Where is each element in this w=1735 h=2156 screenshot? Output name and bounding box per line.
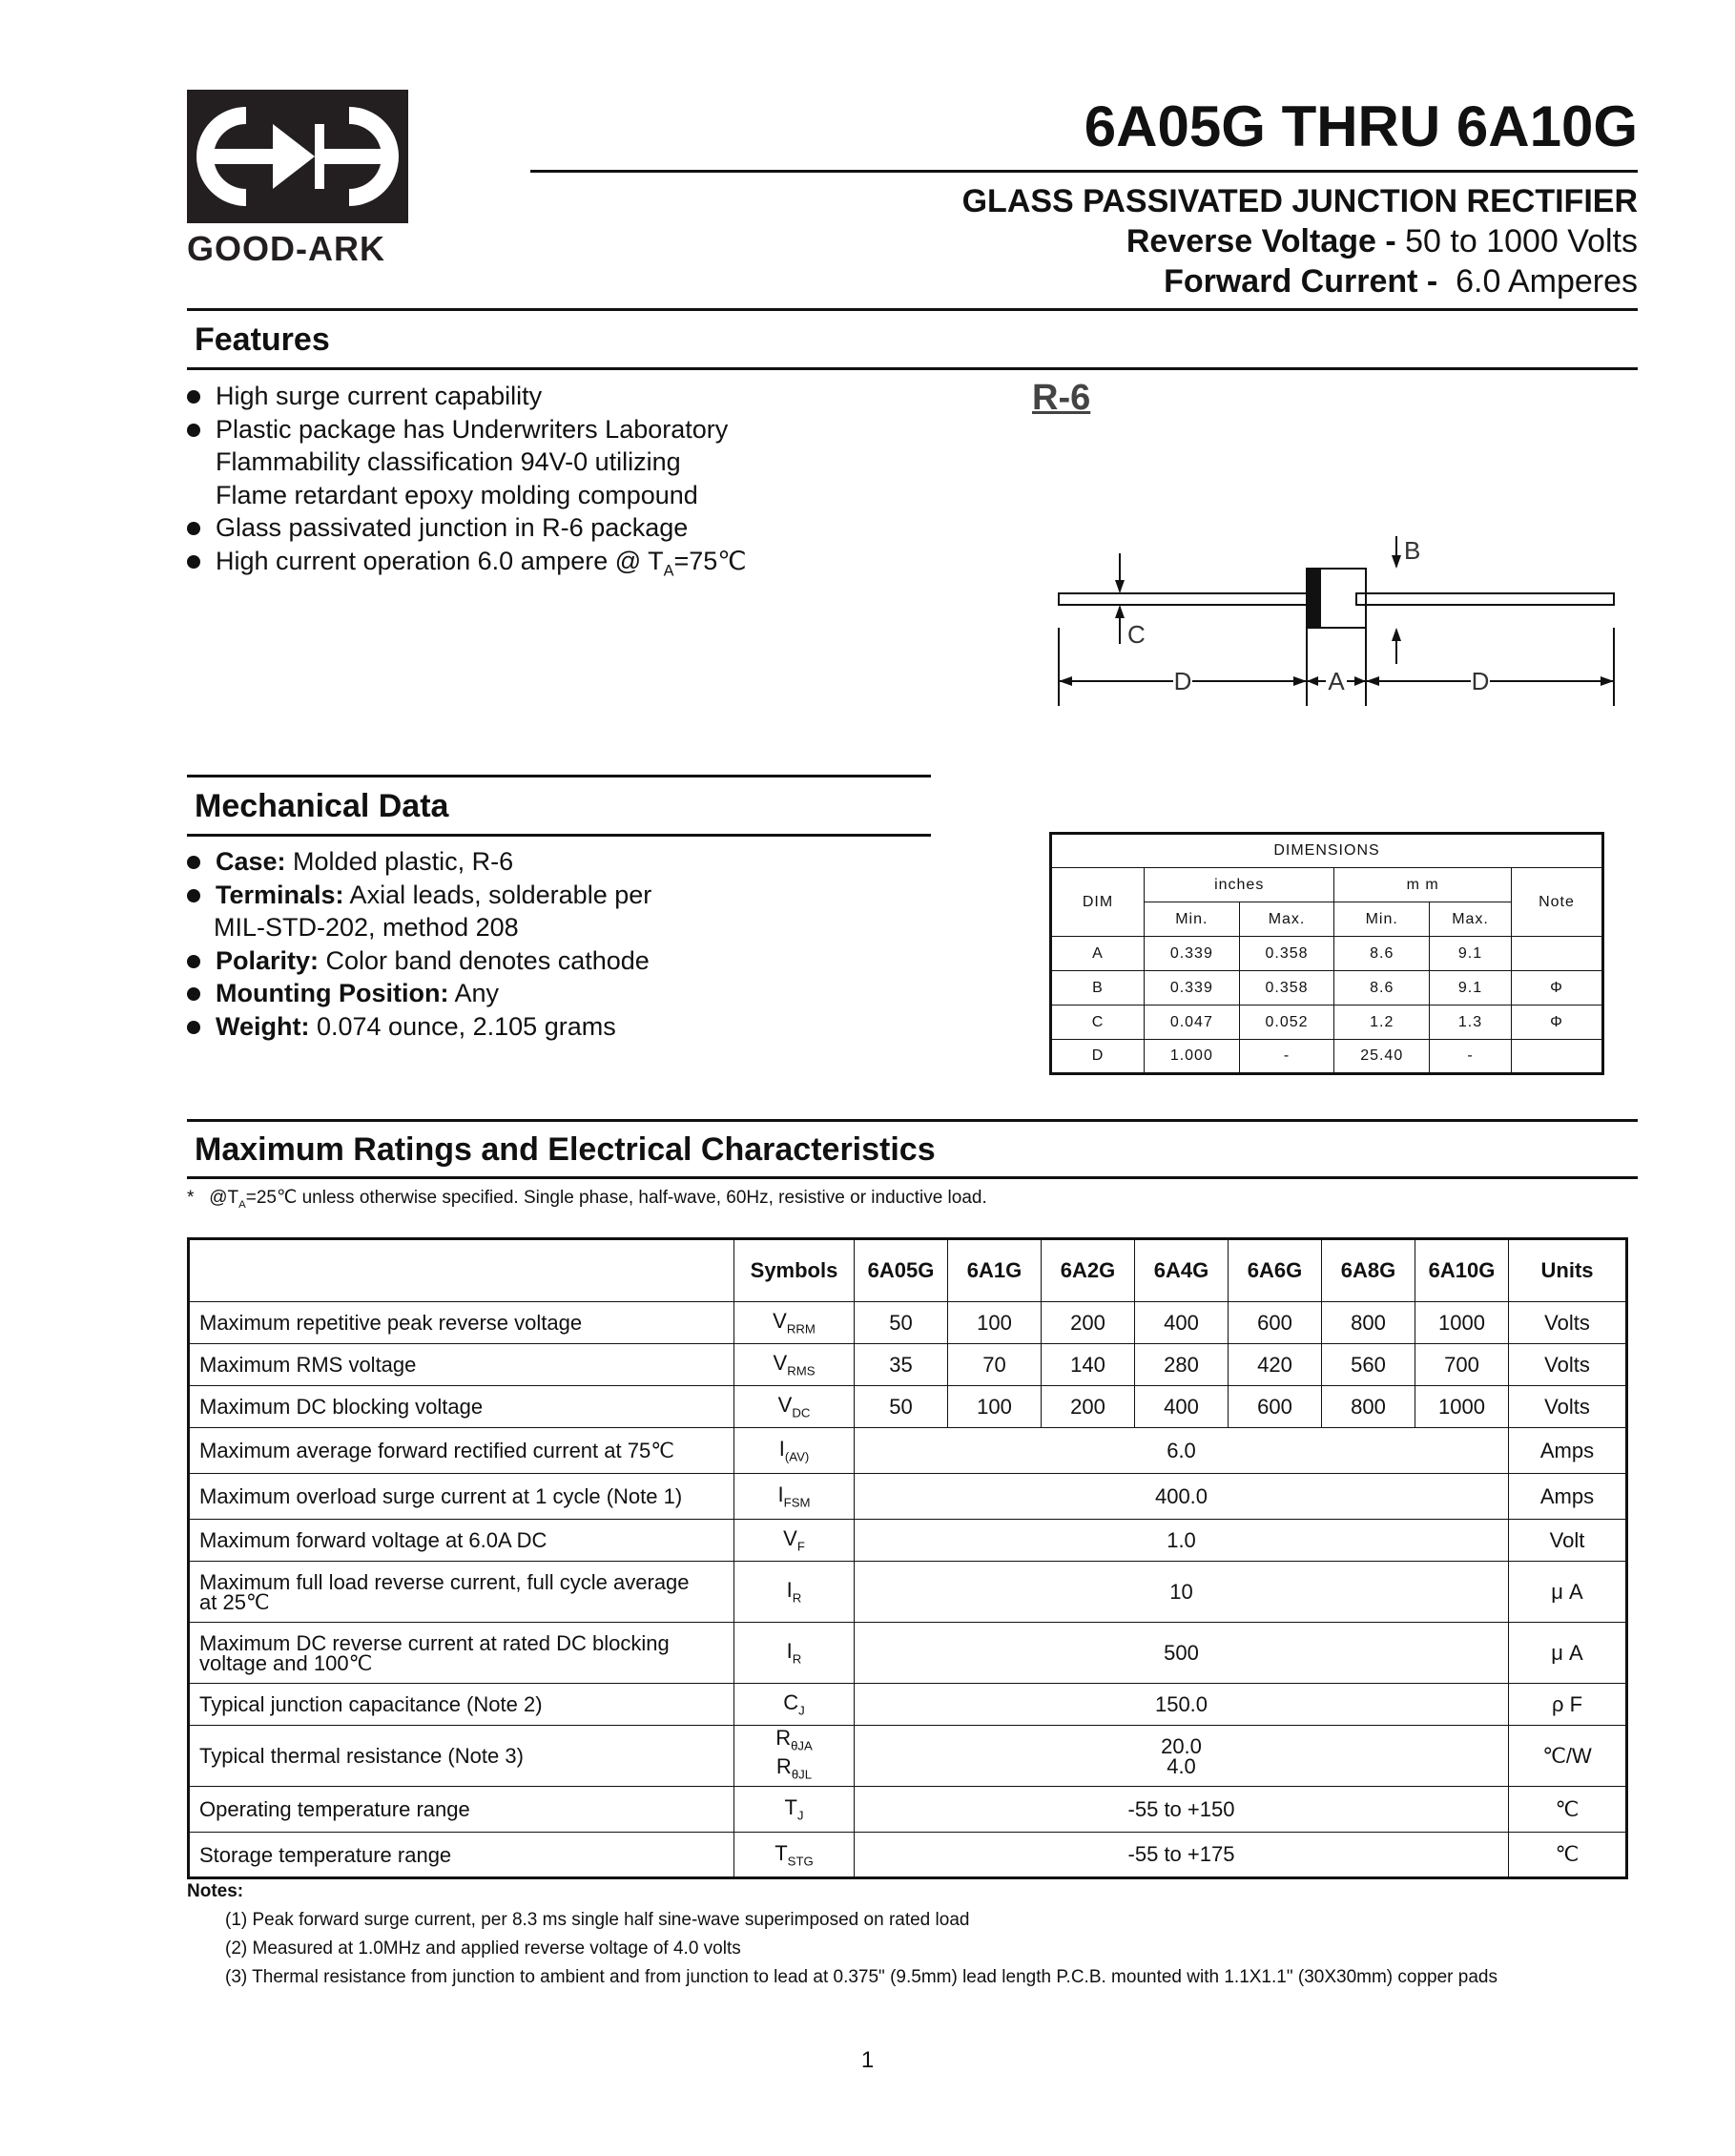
symbol-sub: θJA <box>791 1738 813 1753</box>
mechanical-list <box>187 845 651 1043</box>
header-rule <box>530 170 1638 173</box>
mech-terminals <box>187 879 651 912</box>
dim-b-label: B <box>1404 536 1421 565</box>
row-symbol <box>734 1302 855 1344</box>
units-header: Units <box>1509 1239 1627 1302</box>
row-symbol <box>734 1726 855 1787</box>
value-cell: 1.0 <box>855 1520 1509 1562</box>
row-symbol <box>734 1428 855 1474</box>
inches-header: inches <box>1145 868 1334 902</box>
row-description: Typical thermal resistance (Note 3) <box>189 1726 734 1787</box>
dim-row <box>1051 971 1603 1005</box>
value-cell: 50 <box>855 1302 948 1344</box>
value-cell: 200 <box>1042 1386 1135 1428</box>
value-line: 4.0 <box>1167 1753 1196 1778</box>
mech-case <box>187 845 651 879</box>
part-number-title: 6A05G THRU 6A10G <box>1084 94 1638 158</box>
symbol-main: R <box>775 1726 792 1751</box>
dim-cell: 8.6 <box>1334 937 1430 971</box>
dim-cell: B <box>1051 971 1145 1005</box>
package-label: R-6 <box>1032 378 1091 418</box>
note-item: (1) Peak forward surge current, per 8.3 ms single half sine-wave superimposed on rated load <box>225 1910 970 1930</box>
value-cell: 400 <box>1135 1302 1229 1344</box>
table-row <box>189 1787 1627 1833</box>
notes-title: Notes: <box>187 1881 244 1901</box>
symbol-main: T <box>775 1840 788 1865</box>
value-cell: 70 <box>948 1344 1042 1386</box>
unit-cell: Amps <box>1509 1428 1627 1474</box>
symbol-main: V <box>773 1351 788 1376</box>
package-outline-diagram <box>1049 525 1621 715</box>
dim-row <box>1051 937 1603 971</box>
symbol-main: I <box>786 1639 793 1664</box>
table-row <box>189 1562 1627 1623</box>
value-cell: 35 <box>855 1344 948 1386</box>
min-header: Min. <box>1145 902 1240 937</box>
row-symbol <box>734 1787 855 1833</box>
dim-cell <box>1512 1040 1603 1074</box>
unit-cell: Amps <box>1509 1474 1627 1520</box>
row-description <box>189 1623 734 1684</box>
row-description: Maximum RMS voltage <box>189 1344 734 1386</box>
feature-subscript: A <box>663 561 674 579</box>
symbol-main: V <box>783 1526 797 1551</box>
dim-cell: 1.000 <box>1145 1040 1240 1074</box>
forward-current-line <box>1164 263 1638 301</box>
dim-cell: D <box>1051 1040 1145 1074</box>
unit-cell: μ A <box>1509 1623 1627 1684</box>
mechanical-title: Mechanical Data <box>195 788 449 824</box>
row-description: Maximum overload surge current at 1 cycle (Note 1) <box>189 1474 734 1520</box>
reverse-voltage-label: Reverse Voltage - <box>1126 223 1396 259</box>
value-cell: 200 <box>1042 1302 1135 1344</box>
value-cell: 400 <box>1135 1386 1229 1428</box>
dimensions-table <box>1049 832 1604 1075</box>
mech-case-value: Molded plastic, R-6 <box>285 847 514 876</box>
value-cell: 600 <box>1229 1386 1322 1428</box>
mech-case-label: Case: <box>216 847 286 876</box>
mech-terminals-label: Terminals: <box>216 880 344 909</box>
part-header: 6A10G <box>1415 1239 1509 1302</box>
dim-cell: - <box>1239 1040 1334 1074</box>
value-cell: 600 <box>1229 1302 1322 1344</box>
symbol-main: T <box>784 1795 797 1820</box>
min-header: Min. <box>1334 902 1430 937</box>
dim-cell <box>1512 937 1603 971</box>
unit-cell: Volts <box>1509 1302 1627 1344</box>
row-description: Storage temperature range <box>189 1833 734 1878</box>
value-cell <box>855 1726 1509 1787</box>
dim-row <box>1051 1040 1603 1074</box>
ratings-bottom-rule <box>187 1176 1638 1179</box>
symbol-main: V <box>773 1309 787 1334</box>
value-cell: 560 <box>1322 1344 1415 1386</box>
feature-item: Glass passivated junction in R-6 package <box>187 511 747 545</box>
value-cell: 800 <box>1322 1302 1415 1344</box>
part-header: 6A1G <box>948 1239 1042 1302</box>
condition-post: =25℃ unless otherwise specified. Single phase, half-wave, 60Hz, resistive or inductive load. <box>245 1188 987 1208</box>
mech-weight-label: Weight: <box>216 1011 310 1041</box>
row-symbol <box>734 1562 855 1623</box>
dim-row <box>1051 1005 1603 1040</box>
dim-cell: 0.052 <box>1239 1005 1334 1040</box>
max-header: Max. <box>1239 902 1334 937</box>
dim-table-title: DIMENSIONS <box>1051 834 1603 868</box>
row-symbol <box>734 1833 855 1878</box>
unit-cell: ℃/W <box>1509 1726 1627 1787</box>
features-top-rule <box>187 308 1638 311</box>
mech-mounting-value: Any <box>448 979 499 1007</box>
symbol-sub: F <box>796 1539 805 1554</box>
unit-cell: ℃ <box>1509 1787 1627 1833</box>
symbol-sub: R <box>792 1590 802 1606</box>
table-row <box>189 1428 1627 1474</box>
mm-header: m m <box>1334 868 1512 902</box>
feature-item <box>187 545 747 588</box>
symbol-sub: STG <box>787 1854 814 1869</box>
part-header: 6A6G <box>1229 1239 1322 1302</box>
row-description: Maximum average forward rectified current at 75℃ <box>189 1428 734 1474</box>
dim-cell: 25.40 <box>1334 1040 1430 1074</box>
max-header: Max. <box>1430 902 1512 937</box>
features-title: Features <box>195 321 330 358</box>
mech-weight <box>187 1010 651 1044</box>
ratings-title: Maximum Ratings and Electrical Characteristics <box>195 1131 936 1168</box>
row-description: Typical junction capacitance (Note 2) <box>189 1684 734 1726</box>
symbols-header: Symbols <box>734 1239 855 1302</box>
symbol-main: I <box>777 1482 784 1507</box>
mech-mounting-label: Mounting Position: <box>216 979 449 1007</box>
table-row <box>189 1386 1627 1428</box>
row-symbol <box>734 1474 855 1520</box>
unit-cell: ℃ <box>1509 1833 1627 1878</box>
feature-text-suffix: =75℃ <box>673 546 747 575</box>
part-header: 6A8G <box>1322 1239 1415 1302</box>
dim-cell: 8.6 <box>1334 971 1430 1005</box>
symbol-main: R <box>775 1753 792 1778</box>
ratings-condition <box>187 1187 987 1211</box>
row-description: Operating temperature range <box>189 1787 734 1833</box>
part-header: 6A2G <box>1042 1239 1135 1302</box>
symbol-main: I <box>786 1578 793 1603</box>
reverse-voltage-value: 50 to 1000 Volts <box>1395 223 1638 259</box>
mech-polarity <box>187 944 651 978</box>
desc-header <box>189 1239 734 1302</box>
mech-polarity-label: Polarity: <box>216 945 320 975</box>
row-description-line: Maximum DC reverse current at rated DC blocking <box>199 1630 670 1655</box>
table-row <box>189 1474 1627 1520</box>
value-cell: 280 <box>1135 1344 1229 1386</box>
ratings-top-rule <box>187 1119 1638 1122</box>
dim-cell: 0.047 <box>1145 1005 1240 1040</box>
dim-cell: 9.1 <box>1430 971 1512 1005</box>
table-row <box>189 1833 1627 1878</box>
value-cell: 1000 <box>1415 1302 1509 1344</box>
company-logo <box>187 90 408 223</box>
mechanical-bottom-rule <box>187 834 931 837</box>
unit-cell: Volt <box>1509 1520 1627 1562</box>
ratings-table <box>187 1237 1628 1879</box>
row-description-line: voltage and 100℃ <box>199 1650 373 1675</box>
dim-cell: 0.339 <box>1145 971 1240 1005</box>
condition-pre: @T <box>209 1188 239 1208</box>
dim-c-label: C <box>1127 620 1146 649</box>
reverse-voltage-line <box>1126 223 1638 260</box>
row-symbol <box>734 1684 855 1726</box>
value-cell: -55 to +150 <box>855 1787 1509 1833</box>
page-number: 1 <box>860 2047 875 2073</box>
condition-sub: A <box>238 1198 246 1211</box>
dim-a-label: A <box>1328 667 1345 695</box>
dim-cell: Φ <box>1512 1005 1603 1040</box>
value-cell: 6.0 <box>855 1428 1509 1474</box>
symbol-sub: RMS <box>787 1363 816 1379</box>
part-header: 6A4G <box>1135 1239 1229 1302</box>
features-list <box>187 380 747 587</box>
symbol-sub: θJL <box>791 1766 813 1781</box>
row-symbol <box>734 1520 855 1562</box>
dim-cell: 0.358 <box>1239 937 1334 971</box>
forward-current-value: 6.0 Amperes <box>1437 263 1638 300</box>
dim-cell: 9.1 <box>1430 937 1512 971</box>
logo-text: GOOD-ARK <box>187 229 385 268</box>
row-description <box>189 1562 734 1623</box>
unit-cell: ρ F <box>1509 1684 1627 1726</box>
value-cell: 700 <box>1415 1344 1509 1386</box>
feature-text: High current operation 6.0 ampere @ T <box>216 546 664 575</box>
row-symbol <box>734 1344 855 1386</box>
mech-polarity-value: Color band denotes cathode <box>319 945 650 975</box>
note-item: (2) Measured at 1.0MHz and applied reverse voltage of 4.0 volts <box>225 1938 741 1959</box>
feature-item: High surge current capability <box>187 380 747 413</box>
product-subtitle: GLASS PASSIVATED JUNCTION RECTIFIER <box>961 183 1638 219</box>
unit-cell: Volts <box>1509 1386 1627 1428</box>
value-cell: 420 <box>1229 1344 1322 1386</box>
feature-item-continued: Flame retardant epoxy molding compound <box>216 480 698 509</box>
table-row <box>189 1684 1627 1726</box>
table-row <box>189 1520 1627 1562</box>
symbol-sub: R <box>792 1651 802 1667</box>
forward-current-label: Forward Current - <box>1164 263 1438 300</box>
note-header: Note <box>1512 868 1603 937</box>
dim-cell: 0.358 <box>1239 971 1334 1005</box>
dim-cell: - <box>1430 1040 1512 1074</box>
dim-cell: Φ <box>1512 971 1603 1005</box>
symbol-sub: DC <box>792 1405 811 1420</box>
row-description-line: at 25℃ <box>199 1589 270 1614</box>
dim-d-right-label: D <box>1471 667 1490 695</box>
value-cell: 10 <box>855 1562 1509 1623</box>
symbol-sub: RRM <box>786 1321 816 1337</box>
dim-col-header: DIM <box>1051 868 1145 937</box>
row-description: Maximum DC blocking voltage <box>189 1386 734 1428</box>
dim-cell: 0.339 <box>1145 937 1240 971</box>
symbol-sub: J <box>796 1808 804 1823</box>
value-cell: 500 <box>855 1623 1509 1684</box>
row-description: Maximum repetitive peak reverse voltage <box>189 1302 734 1344</box>
unit-cell: μ A <box>1509 1562 1627 1623</box>
table-row <box>189 1302 1627 1344</box>
mech-mounting <box>187 977 651 1010</box>
value-cell: 150.0 <box>855 1684 1509 1726</box>
mech-weight-value: 0.074 ounce, 2.105 grams <box>309 1011 616 1041</box>
feature-item-continued: Flammability classification 94V-0 utilizing <box>216 447 681 476</box>
row-description-line: Maximum full load reverse current, full cycle average <box>199 1569 690 1594</box>
symbol-sub: FSM <box>783 1495 811 1510</box>
symbol-main: C <box>783 1690 799 1715</box>
row-symbol <box>734 1623 855 1684</box>
value-cell: 400.0 <box>855 1474 1509 1520</box>
condition-star: * <box>187 1188 195 1208</box>
table-row <box>189 1344 1627 1386</box>
note-item: (3) Thermal resistance from junction to ambient and from junction to lead at 0.375" (9.5mm) lead length P.C.B. mounted with 1.1X1.1" (30X30mm) copper pads <box>225 1967 1497 1987</box>
dim-cell: 1.2 <box>1334 1005 1430 1040</box>
symbol-main: I <box>778 1437 785 1462</box>
value-cell: 100 <box>948 1302 1042 1344</box>
diode-logo-icon <box>187 90 408 223</box>
value-cell: 1000 <box>1415 1386 1509 1428</box>
table-row <box>189 1623 1627 1684</box>
unit-cell: Volts <box>1509 1344 1627 1386</box>
symbol-sub: (AV) <box>784 1449 810 1464</box>
value-cell: 100 <box>948 1386 1042 1428</box>
row-description: Maximum forward voltage at 6.0A DC <box>189 1520 734 1562</box>
table-row <box>189 1726 1627 1787</box>
feature-item: Plastic package has Underwriters Laboratory <box>187 413 747 446</box>
mechanical-top-rule <box>187 775 931 777</box>
dim-cell: A <box>1051 937 1145 971</box>
features-bottom-rule <box>187 367 1638 370</box>
value-line: 20.0 <box>1161 1733 1202 1758</box>
dim-d-left-label: D <box>1173 667 1192 695</box>
part-header: 6A05G <box>855 1239 948 1302</box>
mech-terminals-cont: MIL-STD-202, method 208 <box>214 913 519 942</box>
ratings-header-row <box>189 1239 1627 1302</box>
row-symbol <box>734 1386 855 1428</box>
value-cell: 800 <box>1322 1386 1415 1428</box>
dim-cell: C <box>1051 1005 1145 1040</box>
mech-terminals-value: Axial leads, solderable per <box>343 880 652 909</box>
symbol-sub: J <box>798 1703 805 1718</box>
value-cell: -55 to +175 <box>855 1833 1509 1878</box>
symbol-main: V <box>777 1393 793 1418</box>
value-cell: 50 <box>855 1386 948 1428</box>
value-cell: 140 <box>1042 1344 1135 1386</box>
dim-cell: 1.3 <box>1430 1005 1512 1040</box>
